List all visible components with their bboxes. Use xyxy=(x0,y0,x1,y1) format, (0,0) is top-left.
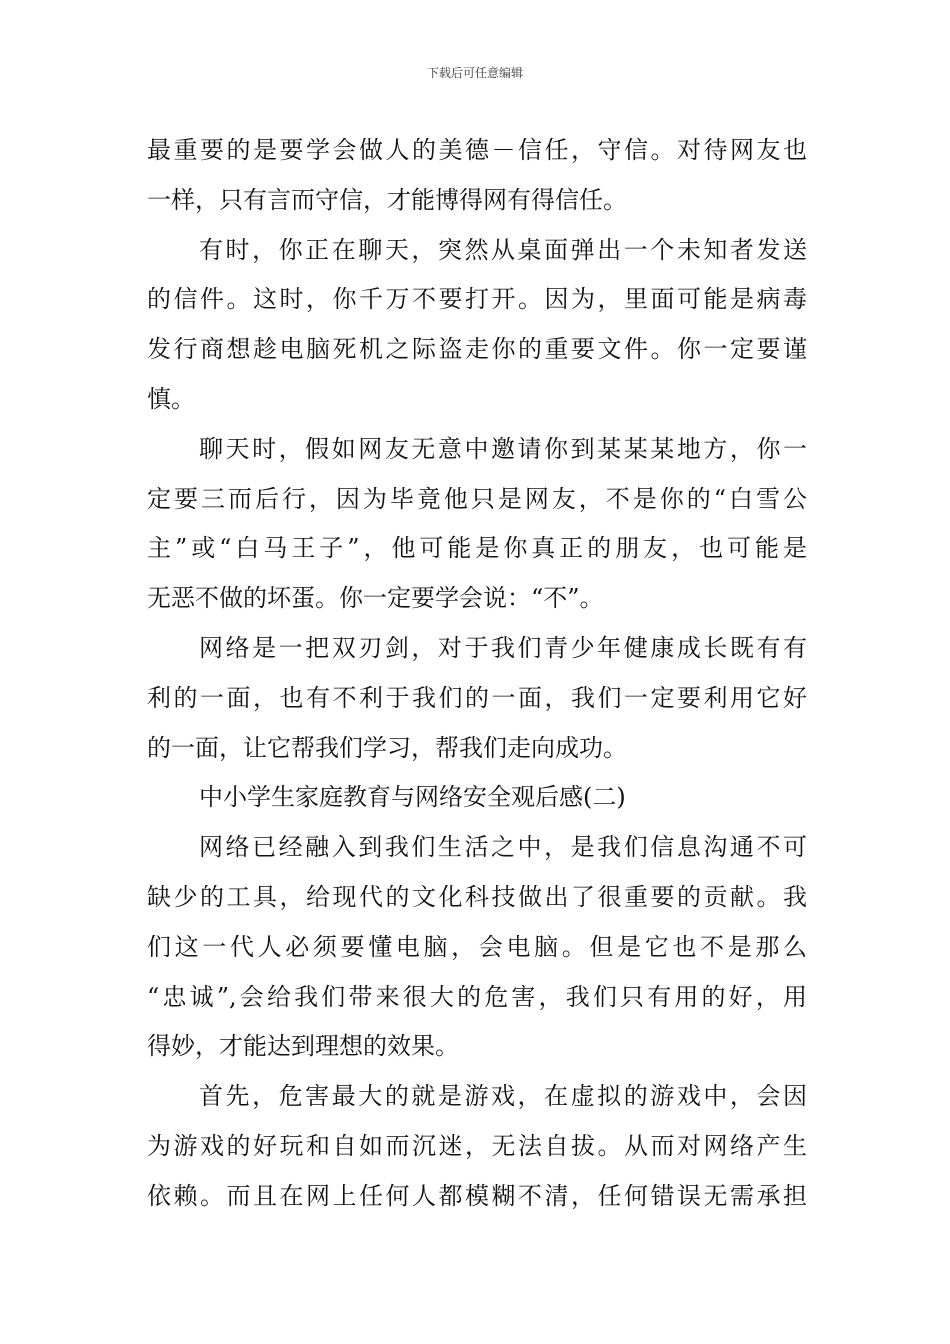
document-body xyxy=(147,126,807,1222)
text-line: 中小学生家庭教育与网络安全观后感(二) xyxy=(199,783,626,812)
text-line: 一样，只有言而守信，才能博得网有得信任。 xyxy=(147,185,627,214)
text-line: 的信件。这时，你千万不要打开。因为，里面可能是病毒 xyxy=(147,285,807,314)
text-line: 有时，你正在聊天，突然从桌面弹出一个未知者发送 xyxy=(199,235,807,264)
text-line: 得妙，才能达到理想的效果。 xyxy=(147,1032,459,1061)
text-line: 们这一代人必须要懂电脑，会电脑。但是它也不是那么 xyxy=(147,932,807,961)
text-line: 利的一面，也有不利于我们的一面，我们一定要利用它好 xyxy=(147,683,807,712)
text-line: 依赖。而且在网上任何人都模糊不清，任何错误无需承担 xyxy=(147,1181,807,1210)
text-line: 网络已经融入到我们生活之中，是我们信息沟通不可 xyxy=(199,833,807,862)
text-line: 定要三而后行，因为毕竟他只是网友，不是你的“白雪公 xyxy=(147,484,807,513)
text-line: 发行商想趁电脑死机之际盗走你的重要文件。你一定要谨 xyxy=(147,335,807,364)
text-line: 为游戏的好玩和自如而沉迷，无法自拔。从而对网络产生 xyxy=(147,1131,807,1160)
text-line: 慎。 xyxy=(147,384,195,413)
text-line: 首先，危害最大的就是游戏，在虚拟的游戏中，会因 xyxy=(199,1082,807,1111)
text-line: 无恶不做的坏蛋。你一定要学会说：“不”。 xyxy=(147,584,604,613)
text-line: 聊天时，假如网友无意中邀请你到某某某地方，你一 xyxy=(199,434,807,463)
text-line: “忠诚”,会给我们带来很大的危害，我们只有用的好，用 xyxy=(147,982,807,1011)
page-header: 下载后可任意编辑 xyxy=(426,66,523,80)
text-line: 缺少的工具，给现代的文化科技做出了很重要的贡献。我 xyxy=(147,882,807,911)
text-line: 的一面，让它帮我们学习，帮我们走向成功。 xyxy=(147,733,627,762)
text-line: 网络是一把双刃剑，对于我们青少年健康成长既有有 xyxy=(199,633,807,662)
text-line: 主”或“白马王子”，他可能是你真正的朋友，也可能是 xyxy=(147,534,807,563)
text-line: 最重要的是要学会做人的美德－信任，守信。对待网友也 xyxy=(147,136,807,164)
